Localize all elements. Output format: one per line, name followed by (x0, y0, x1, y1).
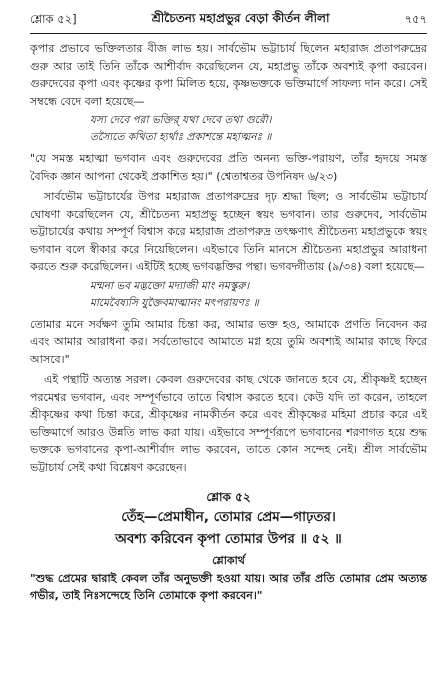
translation-text: "শুদ্ধ প্রেমের দ্বারাই কেবল তাঁর অনুভক্তী হওয়া যায়। আর তাঁর প্রতি তোমার প্রেম অত্যন্ত গভীর, তাই নিঃসন্দেহে তিনি তোমাকে কৃপা করবেন।" (30, 572, 427, 602)
sloka-line-2: অবশ্য করিবেন কৃপা তোমার উপর ॥ ৫২ ॥ (115, 531, 342, 547)
purport-paragraph-4: তোমার মনে সর্বক্ষণ তুমি আমার চিন্তা কর, আমার ভক্ত হও, আমাকে প্রণতি নিবেদন কর এবং আমার আরাধনা কর। সর্বতোভাবে আমাতে মগ্ন হয়ে তুমি অবশ্যই আমার কাছে ফিরে আসবে।" (30, 317, 427, 366)
sloka-title: শ্লোক ৫২ (206, 490, 251, 504)
verse-line: মামেবৈষ্যসি যুক্তৈবমাত্মানং মৎপরায়ণঃ ॥ (90, 296, 259, 309)
page-number: ৭৫৭ (404, 12, 427, 26)
translation-title: শ্লোকার্থ (212, 554, 245, 567)
verse-line: তস্যৈতে কথিতা হ্যর্থাঃ প্রকাশন্তে মহাত্মনঃ ॥ (90, 131, 272, 143)
header-chapter-title: শ্রীচৈতন্য মহাপ্রভুর বেড়া কীর্তন লীলা (151, 11, 330, 25)
verse-line: যস্য দেবে পরা ভক্তির্ যথা দেবে তথা গুরৌ। (90, 114, 272, 126)
purport-paragraph-3: সার্বভৌম ভট্টাচার্যের উপর মহারাজ প্রতাপরুদ্রের দৃঢ় শ্রদ্ধা ছিল; ও সার্বভৌম ভট্টাচার্য ঘোষণা করেছিলেন যে, শ্রীচৈতন্য মহাপ্রভু হচ্ছেন স্বয়ং ভগবান। তার গুরুদেব, সার্বভৌম ভট্টাচার্যের কথায় সম্পূর্ণ বিশ্বাস করে মহারাজ প্রতাপরুদ্র তৎক্ষণাৎ শ্রীচৈতন্য মহাপ্রভুকে স্বয়ং ভগবান বলে স্বীকার করে নিয়েছিলেন। এইভাবে তিনি মানসে শ্রীচৈতন্য মহাপ্রভুর আরাধনা করতে শুরু করেছিলেন। এইটিই হচ্ছে ভগবদ্ভক্তির পন্থা। ভগবদ্গীতায় (৯/৩৪) বলা হয়েছে— (30, 190, 427, 273)
purport-paragraph-2: "যে সমস্ত মহাত্মা ভগবান এবং গুরুদেবের প্রতি অনন্য ভক্তি-পরায়ণ, তাঁর হৃদয়ে সমস্ত বৈদিক জ্ঞান আপনা থেকেই প্রকাশিত হয়।" (শ্বেতাশ্বতর উপনিষদ ৬/২৩) (30, 152, 427, 183)
purport-paragraph-5: এই পন্থাটি অত্যন্ত সরল। কেবল গুরুদেবের কাছ থেকে জানতে হবে যে, শ্রীকৃষ্ণই হচ্ছেন পরমেশ্বর ভগবান, এবং সম্পূর্ণভাবে তাতে বিশ্বাস করতে হবে। কেউ যদি তা করেন, তাহলে শ্রীকৃষ্ণের কথা চিন্তা করে, শ্রীকৃষ্ণের নামকীর্তন করে এবং শ্রীকৃষ্ণের মহিমা প্রচার করে এই ভক্তিমার্গে আরও উন্নতি লাভ করা যায়। এইভাবে সম্পূর্ণরূপে ভগবানের শরণাগত হয়ে শুদ্ধ ভক্তকে ভগবানের কৃপা-আশীর্বাদ লাভ করবেন, তাতে কোন সন্দেহ নেই। শ্রীল সার্বভৌম ভট্টাচার্য সেই কথা বিশ্লেষণ করেছেন। (30, 373, 427, 474)
sloka-line-1: তেঁহ—প্রেমাধীন, তোমার প্রেম—গাঢ়তর। (121, 509, 336, 525)
running-header (30, 8, 427, 34)
quoted-verse-2 (30, 278, 427, 312)
verse-line: মন্মনা ভব মদ্ভক্তো মদ্যাজী মাং নমস্কুরু। (90, 279, 250, 292)
quoted-verse-1 (30, 112, 427, 146)
header-verse-ref: শ্লোক ৫২] (30, 12, 77, 26)
purport-paragraph-1: কৃপার প্রভাবে ভক্তিলতার বীজ লাভ হয়। সার্বভৌম ভট্টাচার্য ছিলেন মহারাজ প্রতাপরুদ্রের গুরু আর তাই তিনি তাঁকে আশীর্বাদ করেছিলেন যে, মহাপ্রভু তাঁকে অবশ্যই কৃপা করবেন। গুরুদেবের কৃপা এবং কৃষ্ণের কৃপা মিলিত হয়ে, কৃষ্ণভক্তকে ভক্তিমার্গে সাফল্য দান করে। সেই সম্বন্ধে বেদে বলা হয়েছে— (30, 42, 427, 108)
sloka-block (30, 488, 427, 550)
page-body (30, 40, 427, 604)
